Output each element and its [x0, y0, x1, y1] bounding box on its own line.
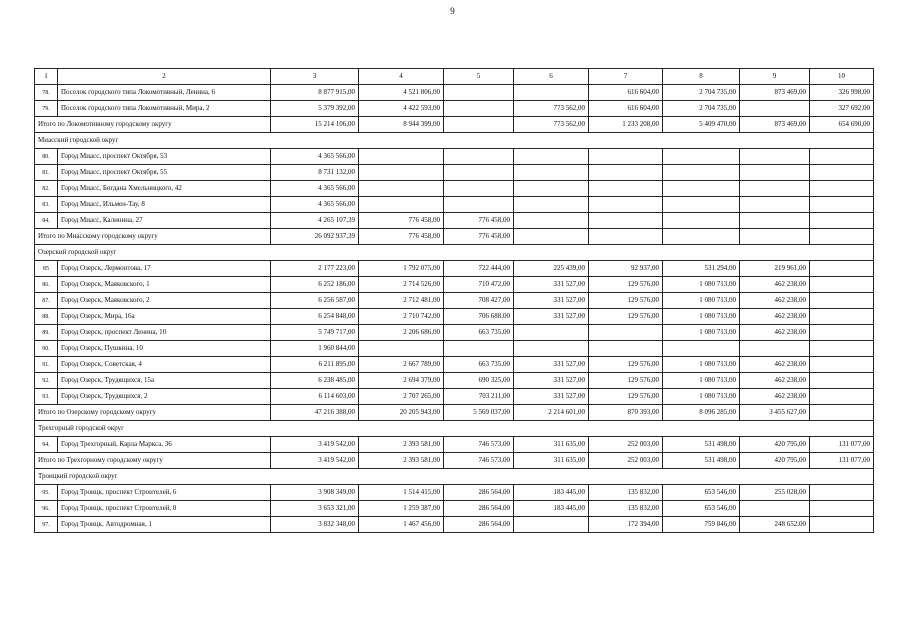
value-cell: 286 564,00 — [444, 501, 514, 517]
row-number: 89. — [35, 325, 58, 341]
value-cell: 225 439,00 — [514, 261, 589, 277]
value-cell: 708 427,00 — [444, 293, 514, 309]
value-cell: 722 444,00 — [444, 261, 514, 277]
value-cell: 129 576,00 — [589, 373, 663, 389]
row-number: 83. — [35, 197, 58, 213]
section-title: Миасский городской округ — [35, 133, 874, 149]
total-value-cell: 531 498,00 — [663, 453, 740, 469]
row-number: 97. — [35, 517, 58, 533]
data-table — [34, 68, 874, 533]
value-cell — [589, 149, 663, 165]
total-value-cell: 873 469,00 — [740, 117, 810, 133]
column-header: 4 — [359, 69, 444, 85]
total-value-cell — [740, 229, 810, 245]
value-cell: 5 749 717,00 — [271, 325, 359, 341]
value-cell: 2 714 526,00 — [359, 277, 444, 293]
table-row — [35, 325, 874, 341]
value-cell — [810, 197, 874, 213]
value-cell: 2 206 686,00 — [359, 325, 444, 341]
value-cell — [444, 85, 514, 101]
value-cell: 2 707 265,00 — [359, 389, 444, 405]
address-cell: Город Троицк, проспект Строителей, 6 — [58, 485, 271, 501]
table-row — [35, 149, 874, 165]
value-cell — [589, 165, 663, 181]
value-cell: 1 080 713,00 — [663, 389, 740, 405]
total-value-cell: 420 795,00 — [740, 453, 810, 469]
row-number: 87. — [35, 293, 58, 309]
total-row — [35, 453, 874, 469]
section-title: Озерский городской округ — [35, 245, 874, 261]
address-cell: Город Озерск, Трудящихся, 2 — [58, 389, 271, 405]
total-value-cell: 8 944 399,00 — [359, 117, 444, 133]
value-cell: 3 908 349,00 — [271, 485, 359, 501]
total-value-cell — [514, 229, 589, 245]
total-value-cell: 47 216 388,00 — [271, 405, 359, 421]
value-cell — [514, 149, 589, 165]
row-number: 96. — [35, 501, 58, 517]
total-value-cell: 773 562,00 — [514, 117, 589, 133]
value-cell: 331 527,00 — [514, 373, 589, 389]
value-cell: 6 252 186,00 — [271, 277, 359, 293]
value-cell — [740, 341, 810, 357]
value-cell — [663, 341, 740, 357]
value-cell: 776 458,00 — [444, 213, 514, 229]
value-cell — [663, 149, 740, 165]
value-cell: 129 576,00 — [589, 309, 663, 325]
value-cell — [810, 517, 874, 533]
value-cell: 129 576,00 — [589, 389, 663, 405]
table-row — [35, 213, 874, 229]
row-number: 82. — [35, 181, 58, 197]
value-cell: 616 604,00 — [589, 101, 663, 117]
row-number: 90. — [35, 341, 58, 357]
total-value-cell: 26 092 937,39 — [271, 229, 359, 245]
value-cell: 531 294,00 — [663, 261, 740, 277]
value-cell: 183 445,00 — [514, 485, 589, 501]
value-cell — [359, 341, 444, 357]
total-row — [35, 229, 874, 245]
row-number: 88. — [35, 309, 58, 325]
value-cell — [514, 517, 589, 533]
value-cell: 2 712 481,00 — [359, 293, 444, 309]
value-cell: 6 211 895,00 — [271, 357, 359, 373]
value-cell — [444, 149, 514, 165]
total-value-cell: 5 409 470,00 — [663, 117, 740, 133]
value-cell: 462 238,00 — [740, 277, 810, 293]
table-row — [35, 485, 874, 501]
row-number: 93. — [35, 389, 58, 405]
value-cell: 4 265 107,39 — [271, 213, 359, 229]
value-cell: 1 080 713,00 — [663, 373, 740, 389]
value-cell: 135 832,00 — [589, 501, 663, 517]
total-value-cell: 3 419 542,00 — [271, 453, 359, 469]
row-number: 84. — [35, 213, 58, 229]
value-cell: 2 704 735,00 — [663, 101, 740, 117]
row-number: 85 — [35, 261, 58, 277]
section-title: Троицкий городской округ — [35, 469, 874, 485]
total-value-cell: 2 214 601,00 — [514, 405, 589, 421]
address-cell: Город Озерск, Трудящихся, 15а — [58, 373, 271, 389]
value-cell: 327 692,00 — [810, 101, 874, 117]
value-cell — [740, 149, 810, 165]
total-value-cell — [663, 229, 740, 245]
value-cell — [663, 165, 740, 181]
address-cell: Город Миасс, проспект Октября, 53 — [58, 149, 271, 165]
row-number: 81. — [35, 165, 58, 181]
value-cell: 531 498,00 — [663, 437, 740, 453]
value-cell: 3 419 542,00 — [271, 437, 359, 453]
total-value-cell: 5 569 037,00 — [444, 405, 514, 421]
column-header: 2 — [58, 69, 271, 85]
row-number: 91. — [35, 357, 58, 373]
value-cell: 663 735,00 — [444, 325, 514, 341]
value-cell: 172 394,00 — [589, 517, 663, 533]
total-label: Итого по Локомотивному городскому округу — [35, 117, 271, 133]
row-number: 80. — [35, 149, 58, 165]
value-cell: 2 704 735,00 — [663, 85, 740, 101]
row-number: 92. — [35, 373, 58, 389]
section-header-row — [35, 469, 874, 485]
value-cell: 129 576,00 — [589, 357, 663, 373]
value-cell: 286 564,00 — [444, 485, 514, 501]
address-cell: Город Озерск, Советская, 4 — [58, 357, 271, 373]
value-cell: 331 527,00 — [514, 277, 589, 293]
total-value-cell: 15 214 106,00 — [271, 117, 359, 133]
total-value-cell: 654 690,00 — [810, 117, 874, 133]
value-cell: 248 652,00 — [740, 517, 810, 533]
value-cell — [740, 213, 810, 229]
value-cell: 331 527,00 — [514, 293, 589, 309]
value-cell: 255 028,00 — [740, 485, 810, 501]
value-cell — [589, 197, 663, 213]
table-row — [35, 165, 874, 181]
address-cell: Город Миасс, Калинина, 27 — [58, 213, 271, 229]
value-cell: 703 211,00 — [444, 389, 514, 405]
value-cell: 8 731 132,00 — [271, 165, 359, 181]
value-cell: 6 238 485,00 — [271, 373, 359, 389]
table-row — [35, 277, 874, 293]
value-cell — [810, 181, 874, 197]
value-cell: 4 365 566,00 — [271, 197, 359, 213]
table-row — [35, 197, 874, 213]
value-cell: 311 635,00 — [514, 437, 589, 453]
row-number: 95. — [35, 485, 58, 501]
value-cell: 331 527,00 — [514, 309, 589, 325]
total-value-cell — [589, 229, 663, 245]
value-cell — [810, 357, 874, 373]
table-row — [35, 261, 874, 277]
value-cell: 1 080 713,00 — [663, 277, 740, 293]
total-label: Итого по Озерскому городскому округу — [35, 405, 271, 421]
value-cell: 1 080 713,00 — [663, 325, 740, 341]
row-number: 79. — [35, 101, 58, 117]
column-header: 1 — [35, 69, 58, 85]
value-cell — [589, 181, 663, 197]
table-row — [35, 341, 874, 357]
value-cell — [589, 213, 663, 229]
value-cell — [810, 213, 874, 229]
value-cell: 4 521 806,00 — [359, 85, 444, 101]
total-value-cell: 1 233 208,00 — [589, 117, 663, 133]
value-cell: 462 238,00 — [740, 357, 810, 373]
value-cell: 131 077,00 — [810, 437, 874, 453]
value-cell: 653 546,00 — [663, 485, 740, 501]
value-cell: 6 256 587,00 — [271, 293, 359, 309]
total-value-cell: 311 635,00 — [514, 453, 589, 469]
address-cell: Город Миасс, Богдана Хмельницкого, 42 — [58, 181, 271, 197]
value-cell: 616 604,00 — [589, 85, 663, 101]
value-cell: 331 527,00 — [514, 357, 589, 373]
row-number: 78. — [35, 85, 58, 101]
value-cell: 6 254 848,00 — [271, 309, 359, 325]
value-cell: 92 937,00 — [589, 261, 663, 277]
row-number: 86. — [35, 277, 58, 293]
value-cell: 1 080 713,00 — [663, 309, 740, 325]
table-row — [35, 293, 874, 309]
value-cell: 776 458,00 — [359, 213, 444, 229]
address-cell: Поселок городского типа Локомотивный, Ленина, 6 — [58, 85, 271, 101]
value-cell: 759 846,00 — [663, 517, 740, 533]
address-cell: Город Трехгорный, Карла Маркса, 36 — [58, 437, 271, 453]
value-cell — [444, 101, 514, 117]
column-header: 3 — [271, 69, 359, 85]
value-cell: 3 832 348,00 — [271, 517, 359, 533]
value-cell: 746 573,00 — [444, 437, 514, 453]
value-cell — [663, 213, 740, 229]
value-cell — [740, 101, 810, 117]
address-cell: Город Озерск, Маяковского, 2 — [58, 293, 271, 309]
total-value-cell — [810, 229, 874, 245]
value-cell — [589, 325, 663, 341]
value-cell: 4 365 566,00 — [271, 149, 359, 165]
address-cell: Поселок городского типа Локомотивный, Мира, 2 — [58, 101, 271, 117]
value-cell: 2 694 379,00 — [359, 373, 444, 389]
value-cell — [589, 341, 663, 357]
value-cell: 462 238,00 — [740, 389, 810, 405]
section-title: Трехгорный городской округ — [35, 421, 874, 437]
address-cell: Город Озерск, проспект Ленина, 10 — [58, 325, 271, 341]
column-header: 8 — [663, 69, 740, 85]
value-cell: 706 688,00 — [444, 309, 514, 325]
value-cell — [740, 165, 810, 181]
column-header: 5 — [444, 69, 514, 85]
value-cell: 710 472,00 — [444, 277, 514, 293]
address-cell: Город Озерск, Лермонтова, 17 — [58, 261, 271, 277]
value-cell: 690 325,00 — [444, 373, 514, 389]
value-cell — [810, 373, 874, 389]
value-cell: 4 365 566,00 — [271, 181, 359, 197]
total-value-cell: 20 205 943,00 — [359, 405, 444, 421]
table-row — [35, 101, 874, 117]
table-row — [35, 501, 874, 517]
page-number: 9 — [450, 6, 455, 16]
table-row — [35, 181, 874, 197]
value-cell: 653 546,00 — [663, 501, 740, 517]
value-cell: 2 393 581,00 — [359, 437, 444, 453]
value-cell: 1 467 456,00 — [359, 517, 444, 533]
table-row — [35, 357, 874, 373]
table-row — [35, 517, 874, 533]
section-header-row — [35, 245, 874, 261]
value-cell — [810, 277, 874, 293]
value-cell — [810, 341, 874, 357]
value-cell: 326 998,00 — [810, 85, 874, 101]
value-cell — [810, 293, 874, 309]
value-cell: 1 080 713,00 — [663, 357, 740, 373]
value-cell — [663, 197, 740, 213]
value-cell — [359, 197, 444, 213]
address-cell: Город Озерск, Пушкина, 10 — [58, 341, 271, 357]
value-cell — [514, 325, 589, 341]
address-cell: Город Миасс, Ильмен-Тау, 8 — [58, 197, 271, 213]
value-cell — [810, 149, 874, 165]
total-label: Итого по Трехгорному городскому округу — [35, 453, 271, 469]
value-cell — [810, 165, 874, 181]
value-cell — [514, 197, 589, 213]
value-cell: 462 238,00 — [740, 325, 810, 341]
value-cell — [514, 85, 589, 101]
value-cell — [359, 149, 444, 165]
column-header-row — [35, 69, 874, 85]
value-cell: 462 238,00 — [740, 373, 810, 389]
value-cell: 129 576,00 — [589, 293, 663, 309]
value-cell — [810, 325, 874, 341]
column-header: 6 — [514, 69, 589, 85]
value-cell: 135 832,00 — [589, 485, 663, 501]
value-cell — [663, 181, 740, 197]
total-value-cell: 776 458,00 — [444, 229, 514, 245]
value-cell: 873 469,00 — [740, 85, 810, 101]
value-cell — [359, 181, 444, 197]
total-value-cell — [810, 405, 874, 421]
value-cell: 773 562,00 — [514, 101, 589, 117]
value-cell: 1 792 075,00 — [359, 261, 444, 277]
value-cell — [444, 197, 514, 213]
value-cell: 5 379 392,00 — [271, 101, 359, 117]
total-value-cell: 3 455 627,00 — [740, 405, 810, 421]
value-cell: 331 527,00 — [514, 389, 589, 405]
value-cell — [359, 165, 444, 181]
value-cell: 4 422 593,00 — [359, 101, 444, 117]
address-cell: Город Троицк, Автодромная, 1 — [58, 517, 271, 533]
table-row — [35, 437, 874, 453]
value-cell: 183 445,00 — [514, 501, 589, 517]
value-cell — [810, 389, 874, 405]
table-row — [35, 309, 874, 325]
value-cell — [740, 181, 810, 197]
value-cell — [444, 341, 514, 357]
row-number: 94. — [35, 437, 58, 453]
value-cell — [810, 261, 874, 277]
value-cell: 2 177 223,00 — [271, 261, 359, 277]
total-value-cell — [444, 117, 514, 133]
address-cell: Город Троицк, проспект Строителей, 8 — [58, 501, 271, 517]
value-cell — [444, 181, 514, 197]
value-cell — [514, 213, 589, 229]
value-cell — [740, 197, 810, 213]
value-cell: 219 961,00 — [740, 261, 810, 277]
column-header: 7 — [589, 69, 663, 85]
section-header-row — [35, 421, 874, 437]
section-header-row — [35, 133, 874, 149]
value-cell: 1 514 415,00 — [359, 485, 444, 501]
total-value-cell: 870 393,00 — [589, 405, 663, 421]
total-label: Итого по Миасскому городскому округу — [35, 229, 271, 245]
total-value-cell: 746 573,00 — [444, 453, 514, 469]
value-cell: 286 564,00 — [444, 517, 514, 533]
value-cell: 6 114 603,00 — [271, 389, 359, 405]
table-row — [35, 373, 874, 389]
value-cell — [810, 309, 874, 325]
value-cell — [810, 501, 874, 517]
column-header: 10 — [810, 69, 874, 85]
table-row — [35, 85, 874, 101]
total-value-cell: 8 096 285,00 — [663, 405, 740, 421]
value-cell: 462 238,00 — [740, 293, 810, 309]
value-cell — [514, 341, 589, 357]
value-cell: 2 667 789,00 — [359, 357, 444, 373]
column-header: 9 — [740, 69, 810, 85]
address-cell: Город Озерск, Мира, 16а — [58, 309, 271, 325]
value-cell: 252 003,00 — [589, 437, 663, 453]
value-cell: 1 080 713,00 — [663, 293, 740, 309]
value-cell: 129 576,00 — [589, 277, 663, 293]
total-value-cell: 131 077,00 — [810, 453, 874, 469]
address-cell: Город Миасс, проспект Октября, 55 — [58, 165, 271, 181]
value-cell: 462 238,00 — [740, 309, 810, 325]
address-cell: Город Озерск, Маяковского, 1 — [58, 277, 271, 293]
value-cell — [514, 165, 589, 181]
value-cell — [444, 165, 514, 181]
value-cell: 1 960 844,00 — [271, 341, 359, 357]
total-value-cell: 2 393 581,00 — [359, 453, 444, 469]
value-cell — [514, 181, 589, 197]
total-value-cell: 776 458,00 — [359, 229, 444, 245]
value-cell — [740, 501, 810, 517]
value-cell: 1 259 387,00 — [359, 501, 444, 517]
value-cell: 663 735,00 — [444, 357, 514, 373]
value-cell: 8 877 915,00 — [271, 85, 359, 101]
value-cell: 3 653 321,00 — [271, 501, 359, 517]
total-row — [35, 405, 874, 421]
value-cell — [810, 485, 874, 501]
table-row — [35, 389, 874, 405]
total-value-cell: 252 003,00 — [589, 453, 663, 469]
total-row — [35, 117, 874, 133]
value-cell: 420 795,00 — [740, 437, 810, 453]
value-cell: 2 710 742,00 — [359, 309, 444, 325]
